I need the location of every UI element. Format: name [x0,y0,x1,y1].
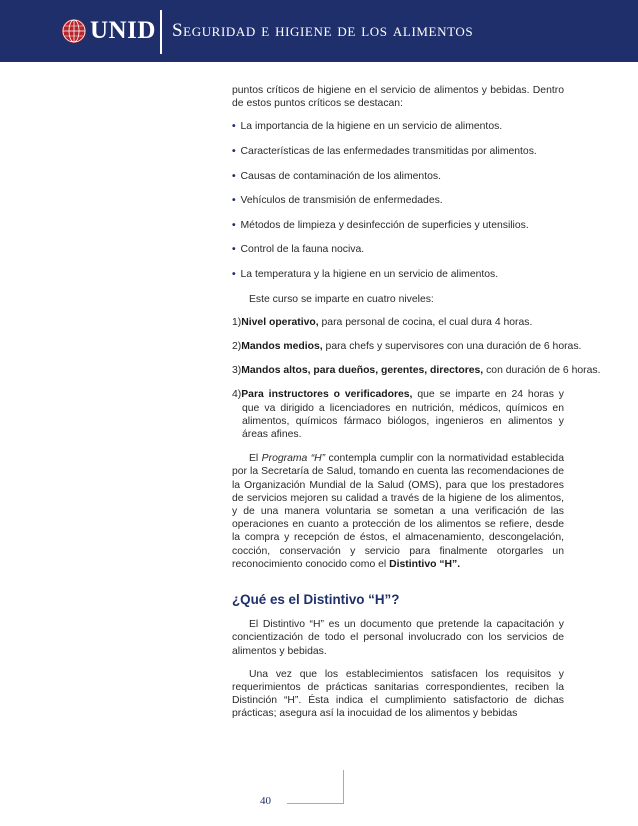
globe-icon [62,19,86,43]
section-heading: ¿Qué es el Distintivo “H”? [232,592,400,608]
program-paragraph: El Programa “H” contempla cumplir con la normatividad establecida por la Secretaría de Salud, tomando en cuenta las recomendaciones de la Organización Mundial de la Salud (OMS), para que los prestadores de servicios mejoren su calidad a través de la higiene de los alimentos, y de una manera voluntaria se sometan a una verificación de las operaciones en cuanto a protección de los alimentos se refiere, desde la compra y recepción de éstos, el almacenamiento, descongelación, cocción, conservación y servicio para finalmente otorgarles un reconocimiento conocido como el Distintivo “H”. [232,453,564,570]
intro-paragraph: puntos críticos de higiene en el servicio de alimentos y bebidas. Dentro de estos puntos críticos se destacan: [232,85,564,110]
page-number: 40 [260,795,271,807]
distincion-paragraph: Una vez que los establecimientos satisfacen los requisitos y requerimientos de prácticas sanitarias correspondientes, reciben la Distinción “H”. Ésta indica el cumplimiento satisfactorio de dichas prácticas; asegura así la inocuidad de los alimentos y bebidas [232,668,564,720]
unid-logo [62,16,156,46]
list-item: • Vehículos de transmisión de enfermedades. [232,195,443,207]
list-item: • La importancia de la higiene en un servicio de alimentos. [232,121,503,133]
bullet-list [232,120,564,281]
logo-text: UNID [90,17,156,44]
list-item: • Causas de contaminación de los alimentos. [232,170,441,182]
list-item: • La temperatura y la higiene en un servicio de alimentos. [232,268,499,280]
header-divider [160,10,162,54]
bullet-icon: • [232,146,236,157]
main-content [232,84,601,731]
bullet-icon: • [232,219,236,231]
page-title: Seguridad e higiene de los alimentos [172,20,474,41]
level-item: 3)Mandos altos, para dueños, gerentes, directores, con duración de 6 horas. [232,365,601,377]
course-intro: Este curso se imparte en cuatro niveles: [249,293,434,305]
bullet-icon: • [232,195,236,207]
page-header [0,0,638,62]
list-item: • Control de la fauna nociva. [232,244,365,256]
level-item: 1)Nivel operativo, para personal de cocina, el cual dura 4 horas. [232,316,533,328]
bullet-icon: • [232,121,236,133]
distintivo-paragraph: El Distintivo “H” es un documento que pretende la capacitación y concientización de todo el personal involucrado con los servicios de alimentos y bebidas. [232,619,564,657]
bullet-icon: • [232,268,236,280]
footer-rule [287,803,344,804]
bullet-icon: • [232,170,236,182]
bullet-icon: • [232,244,236,256]
list-item: • Métodos de limpieza y desinfección de superficies y utensilios. [232,219,529,231]
level-item: 2)Mandos medios, para chefs y supervisores con una duración de 6 horas. [232,340,582,352]
level-item: 4)Para instructores o verificadores, que se imparte en 24 horas y que va dirigido a licenciadores en nutrición, médicos, químicos en alimentos, químicos fármaco biólogos, ingenieros en alimentos y áreas afines. [232,389,564,440]
list-item: • Características de las enfermedades transmitidas por alimentos. [232,146,537,157]
footer-divider [343,770,344,804]
